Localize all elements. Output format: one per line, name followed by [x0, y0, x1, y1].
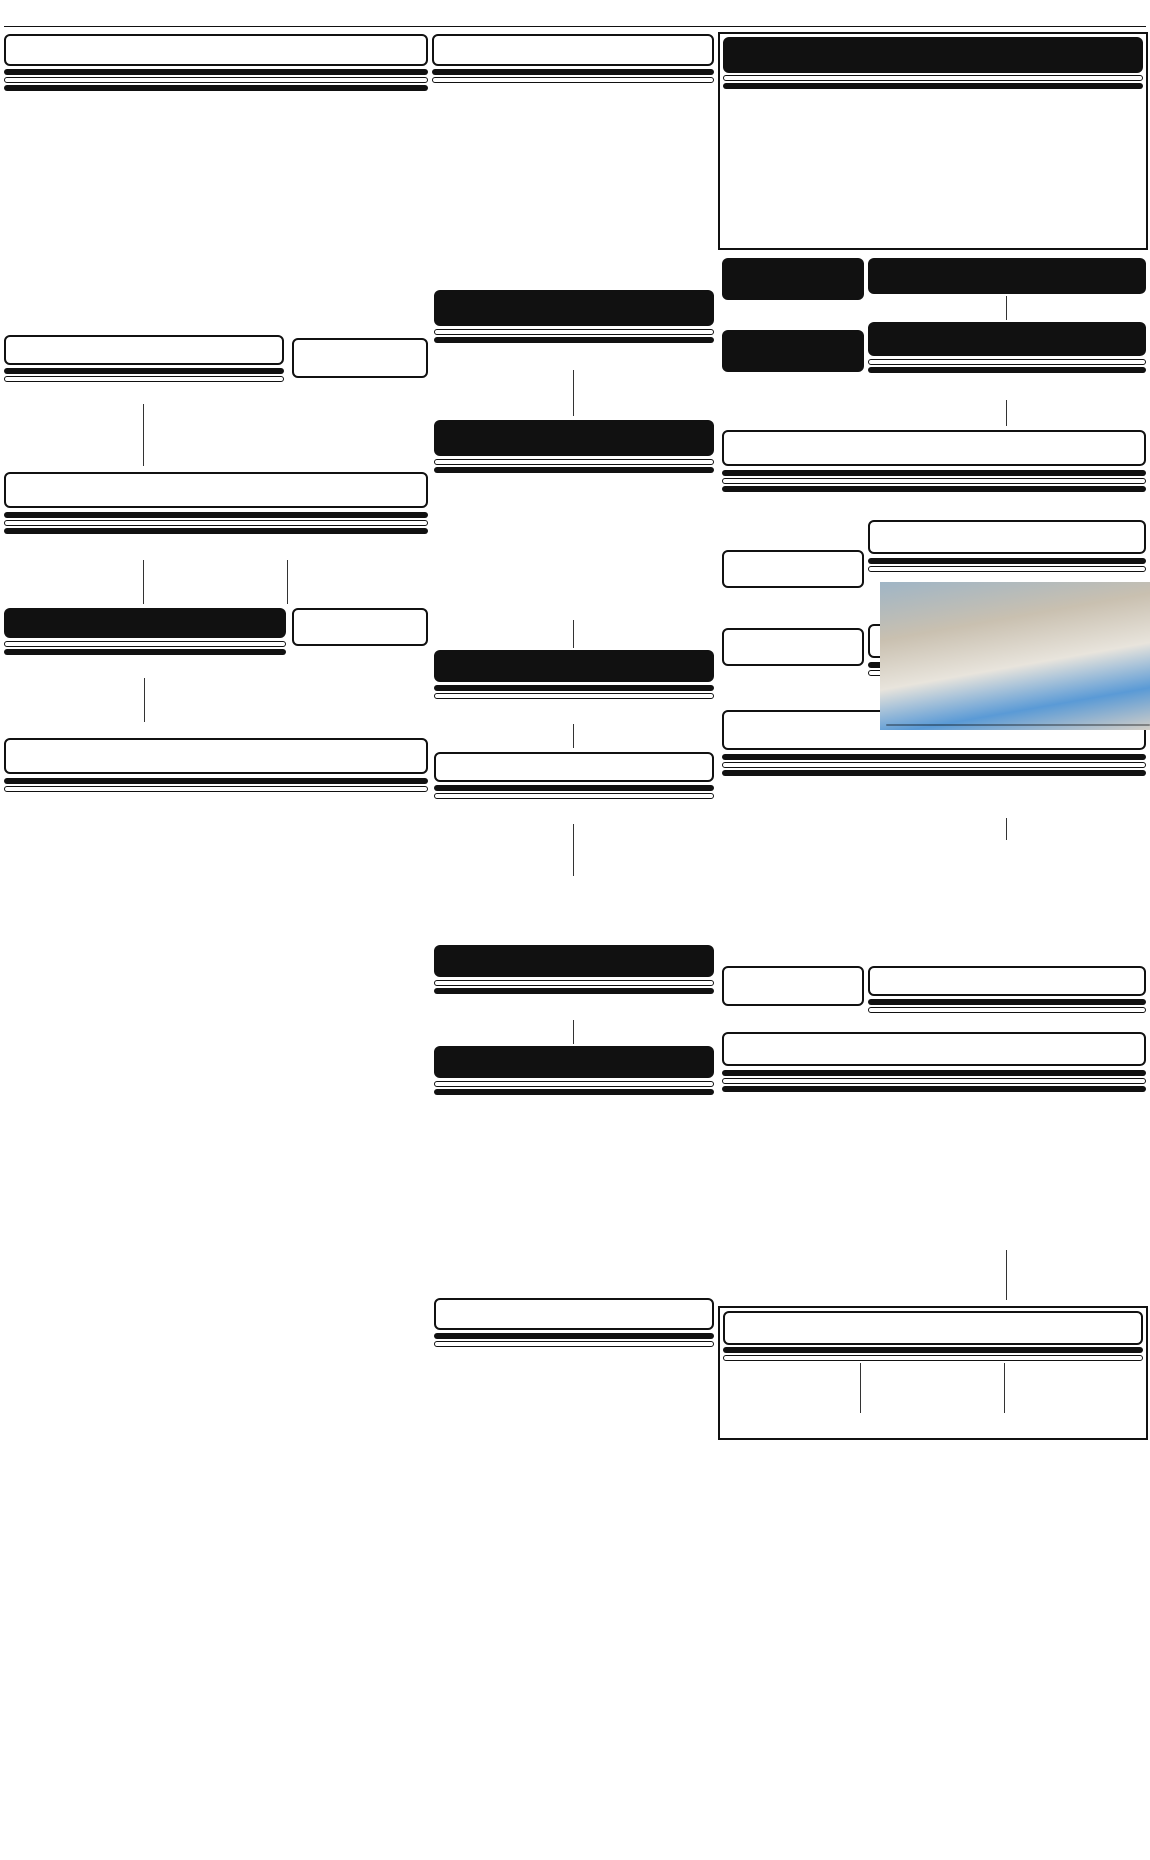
lead-body — [723, 91, 1143, 211]
story-samaro-headline — [292, 608, 428, 646]
story-hyderabad-truck-headline — [868, 258, 1146, 294]
story-kotri-headline — [4, 738, 428, 774]
masthead-rule — [4, 26, 1146, 27]
story-sann-headline — [722, 628, 864, 666]
story-hyderabad-truck-body — [868, 296, 1146, 320]
story-arijan-subs — [434, 1079, 714, 1097]
story-kandhkot-body-2 — [148, 270, 286, 300]
story-moro-body — [4, 678, 286, 722]
story-moro-headline — [4, 608, 286, 638]
story-chachro-body-text — [434, 370, 714, 416]
story-karachi-marorra-headline — [434, 945, 714, 977]
story-arijan-body — [578, 1122, 714, 1294]
story-pano-aqil-body — [4, 560, 428, 604]
story-samaro-body — [292, 648, 428, 720]
story-qambar-subs — [722, 468, 1146, 494]
story-ghouspur-headline — [722, 550, 864, 588]
story-jamshoro-headline — [868, 520, 1146, 554]
story-kandhkot-subs — [4, 67, 428, 93]
story-priyalo-body — [868, 400, 1146, 426]
story-sga-subs — [432, 67, 714, 85]
story-kotdiji-headline — [868, 966, 1146, 996]
story-chachro-body-headline — [434, 290, 714, 326]
story-shahdadkot-rally-body — [722, 1124, 864, 1300]
story-qambar-headline — [722, 430, 1146, 466]
lead-headline — [723, 37, 1143, 73]
story-kotdiji-subs — [868, 997, 1146, 1015]
story-arijan-body-2 — [434, 1226, 574, 1294]
story-nawabshah-jsm-body — [434, 620, 714, 648]
photo-kandhkot-protest-camp — [880, 582, 1150, 730]
story-chachro-children-headline — [723, 1311, 1143, 1345]
story-chachro-body-subs — [434, 327, 714, 345]
lead-subheadline-1 — [723, 75, 1143, 81]
story-wapda-headline — [4, 335, 284, 365]
story-sga-body — [432, 110, 714, 280]
story-jamshoro-subs — [868, 556, 1146, 574]
story-johi-body — [722, 818, 864, 962]
story-tando-adam-headline — [434, 650, 714, 682]
story-sga-headline — [432, 34, 714, 66]
story-hyd-school-headline — [292, 338, 428, 378]
story-arijan-headline — [434, 1046, 714, 1078]
story-dadu-body — [722, 374, 864, 426]
story-wapda-body — [4, 404, 284, 466]
story-qasimabad-body — [434, 824, 714, 876]
story-shahdadkot-rally-subs — [722, 1068, 1146, 1094]
lead-subheadline-2 — [723, 83, 1143, 89]
story-qasimabad-headline — [434, 752, 714, 782]
lead-story — [718, 32, 1148, 250]
story-qasimabad-subs — [434, 783, 714, 801]
story-awami-tehreek-headline — [722, 966, 864, 1006]
story-jarwar-headline — [434, 1298, 714, 1330]
story-chachro-children — [718, 1306, 1148, 1440]
story-shahdadkot-rally-body-bottom — [868, 1250, 1146, 1300]
story-karachi-marorra-subs — [434, 978, 714, 996]
story-nawabshah-jsm-headline — [434, 420, 714, 456]
story-ghouspur-body — [722, 590, 864, 626]
story-wapda-subs — [4, 366, 284, 384]
story-tando-adam-body — [434, 724, 714, 748]
story-jarwar-subs — [434, 1331, 714, 1349]
story-pano-aqil-headline — [4, 472, 428, 508]
story-moro-subs — [4, 639, 286, 657]
story-kotri-subs — [4, 776, 428, 794]
story-dadu-headline — [722, 330, 864, 372]
story-johi-subs — [722, 752, 1146, 778]
story-kandhkot-body — [290, 120, 428, 298]
story-karachi-marorra-body — [434, 1020, 714, 1044]
story-kebar-coach-headline — [722, 258, 864, 300]
story-kandhkot-headline — [4, 34, 428, 66]
story-sann-body — [722, 668, 864, 704]
story-hyd-school-body — [292, 380, 428, 468]
story-shahdadkot-rally-headline — [722, 1032, 1146, 1066]
story-johi-body-top — [868, 818, 1146, 840]
story-priyalo-headline — [868, 322, 1146, 356]
story-pano-aqil-subs — [4, 510, 428, 536]
story-kebar-coach-body — [722, 302, 864, 326]
story-tando-adam-subs — [434, 683, 714, 701]
story-nawabshah-jsm-subs — [434, 457, 714, 475]
story-priyalo-subs — [868, 357, 1146, 375]
story-kandhkot-body-3 — [6, 270, 144, 300]
